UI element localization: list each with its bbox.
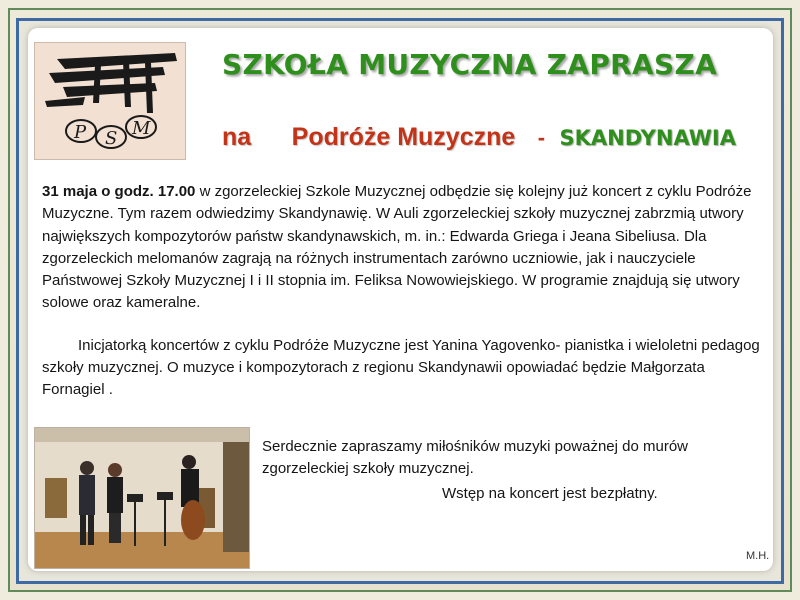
subtitle-na: na (222, 123, 252, 151)
paragraph-1 (42, 181, 766, 315)
subtitle-dash: - (537, 125, 546, 150)
logo-letter-p: P (74, 122, 87, 143)
author-signature: M.H. (746, 550, 770, 562)
concert-photo (34, 427, 250, 569)
paragraph-2: Inicjatorką koncertów z cyklu Podróże Muzyczne jest Yanina Yagovenko- pianistka i wieloletni pedagog szkoły muzycznej. O muzyce i kompozytorach z regionu Skandynawii opowiadać będzie Małgorzata Fornagiel . (42, 336, 760, 399)
invitation-text: Serdecznie zapraszamy miłośników muzyki poważnej do murów zgorzeleckiej szkoły muzycznej. (262, 438, 688, 478)
logo-letter-m: M (132, 118, 151, 139)
invitation (262, 436, 772, 505)
logo-letter-s: S (105, 128, 118, 149)
page-title: SZKOŁA MUZYCZNA ZAPRASZA (222, 48, 718, 81)
musicians-photo-image (35, 428, 249, 568)
body-text (42, 181, 766, 402)
free-entry-note: Wstęp na koncert jest bezpłatny. (442, 484, 658, 502)
subtitle (222, 123, 762, 152)
subtitle-region: SKANDYNAWIA (559, 126, 736, 150)
paragraph-1-text: w zgorzeleckiej Szkole Muzycznej odbędzie się kolejny już koncert z cyklu Podróże Muzyczne. Tym razem odwiedzimy Skandynawię. W Auli zgorzeleckiej szkoły muzycznej zabrzmią utwory największych kompozytorów państw skandynawskich, m. in.: Edwarda Griega i Jeana Sibeliusa. Dla zgorzeleckich melomanów zagrają na różnych instrumentach zarówno uczniowie, jak i nauczyciele Państwowej Szkoły Muzycznej I i II stopnia im. Feliksa Nowowiejskiego. W programie znajdują się utwory solowe oraz kameralne. (42, 183, 752, 312)
school-logo (34, 42, 186, 160)
subtitle-series: Podróże Muzyczne (291, 123, 516, 151)
concert-date: 31 maja o godz. 17.00 (42, 183, 196, 200)
psm-logo-graphic (35, 43, 185, 159)
